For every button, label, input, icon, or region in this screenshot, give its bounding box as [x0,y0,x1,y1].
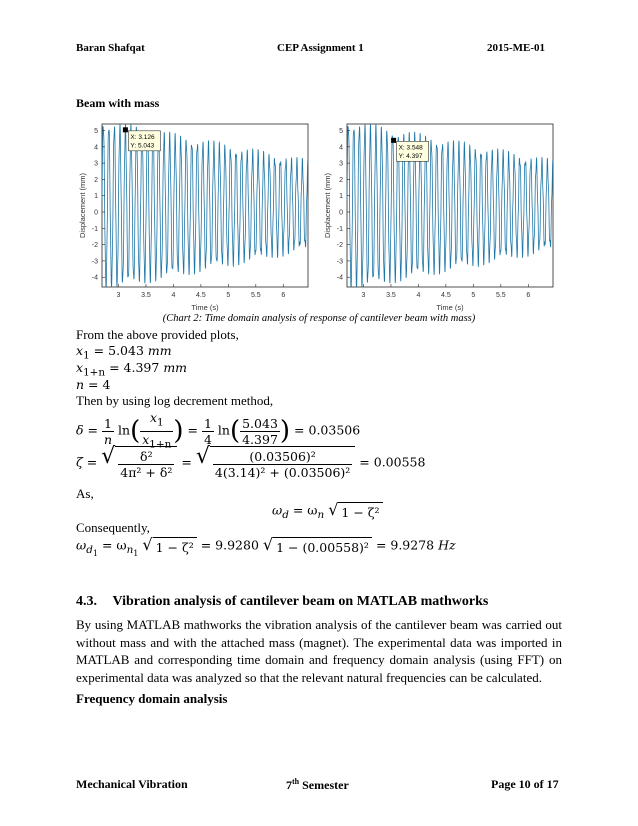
body-paragraph [76,616,562,686]
delta-symbol: δ = [76,422,98,438]
y-axis-label: Displacement (mm) [323,172,332,239]
y-tick-label: 5 [339,128,343,136]
y-tick-label: -1 [336,225,343,233]
ln-label-2: ln [217,422,230,438]
value-ratio-num: 5.043 [242,415,278,431]
delta-coef2-fraction [202,416,214,447]
delta-coef2-num: 1 [203,415,212,431]
x-tick-label: 5 [226,292,231,299]
wd-rhs-subscript: n [317,509,325,521]
wd1-value: = 9.9280 [200,537,259,553]
x-tick-label: 3.5 [386,292,396,299]
wd1-sqrt2: 1 − (0.00558)² [273,537,372,555]
chart-right [321,120,559,315]
zeta-num2: (0.03506)² [213,449,352,465]
y-tick-label: 2 [339,176,343,184]
wd1-omega: ω [76,537,87,553]
wd-omega: ω [272,502,283,518]
wd1-result: = 9.9278 [375,537,435,553]
chart-caption: (Chart 2: Time domain analysis of response of cantilever beam with mass) [162,313,476,324]
x-tick-label: 4 [171,292,176,299]
x1-subscript: 1 [83,349,90,362]
equation-n [76,377,110,392]
x1n-subscript: 1+n [83,366,106,379]
footer-semester: 7th Semester [286,777,349,792]
header-title: CEP Assignment 1 [277,42,364,54]
y-tick-label: 4 [339,144,343,152]
value-ratio-den: 4.397 [242,431,278,447]
x-tick-label: 3 [361,292,366,299]
zeta-symbol: ζ = [76,454,98,470]
x-tick-label: 6 [281,292,286,299]
paragraph-line: By using MATLAB mathworks the vibration analysis of the cantilever beam was carried out [76,617,562,632]
n-symbol: n [76,377,85,392]
datatip-y-label: Y: 5.043 [130,142,155,150]
x-tick-label: 4.5 [196,292,206,299]
equation-wd: $\omega_d = \omega_n$ √ 1 − ζ² [272,502,383,521]
y-tick-label: 3 [94,160,98,168]
x1-symbol: x [76,343,84,358]
y-tick-label: -4 [91,274,98,282]
subheading: Frequency domain analysis [76,691,228,706]
x1n-value: = 4.397 [109,360,160,375]
zeta-equals: = [181,454,192,470]
as-text: As, [76,486,94,501]
ratio-num-sub: 1 [157,416,164,429]
x-tick-label: 4 [416,292,421,299]
x1n-symbol: x [76,360,84,375]
delta-coef-num: 1 [102,416,114,432]
equation-x1 [76,343,172,362]
chart-left [76,120,314,315]
y-tick-label: -2 [336,242,343,250]
section-title: Vibration analysis of cantilever beam on MATLAB mathworks [112,594,489,609]
section-heading [76,594,488,610]
n-value: = 4 [88,377,111,392]
equation-zeta [76,446,425,480]
ratio-den-sub: 1+n [149,438,172,450]
zeta-result: = 0.00558 [359,454,426,470]
datatip-x-label: X: 3.126 [130,133,155,141]
x-tick-label: 6 [526,292,531,299]
datatip-marker[interactable] [391,138,396,143]
wd1-sqrt: 1 − ζ² [153,537,197,555]
x-tick-label: 5.5 [250,292,261,299]
zeta-sqrt-1: √ $\frac{\text{δ²}}{\text{4π² + δ²}}$ [101,446,177,480]
y-tick-label: -1 [91,225,98,233]
equation-wd1: $\omega_{d_1} = \omega_{n_1}$ √ 1 − ζ² = 9.9280 √ 1 − (0.00558)² = 9.9278 Hz [76,535,456,559]
paragraph-line: MATLAB and corresponding time domain and frequency domain analysis (using FFT) on [76,652,562,667]
datatip-x-label: X: 3.548 [398,144,423,152]
y-tick-label: -3 [336,258,343,266]
x1-unit: mm [147,343,172,358]
header-author: Baran Shafqat [76,42,145,54]
delta-coef2-den: 4 [203,431,212,447]
x-tick-label: 5.5 [495,292,506,299]
footer-page: Page 10 of 17 [491,777,559,791]
y-tick-label: 1 [339,193,343,201]
y-tick-label: 5 [94,128,98,136]
y-tick-label: 0 [339,209,343,217]
zeta-num: δ² [118,449,174,465]
x-tick-label: 3.5 [141,292,151,299]
y-tick-label: -4 [336,274,343,282]
x-axis-label: Time (s) [436,303,464,312]
ratio-den-x: x [142,431,150,447]
section-label: Beam with mass [76,96,160,110]
datatip-marker[interactable] [123,127,128,132]
equation-x1n [76,360,187,379]
y-tick-label: 0 [94,209,98,217]
section-number: 4.3. [76,594,97,609]
ratio-num-x: x [149,410,157,425]
delta-coef-den: n [103,431,113,447]
zeta-den: 4π² + δ² [120,465,173,480]
paragraph-line: experimental data was analyzed so that the relevant natural frequencies can be calculated. [76,669,542,685]
y-axis-label: Displacement (mm) [78,172,87,239]
wd1-unit: Hz [438,537,456,553]
wd-sqrt: 1 − ζ² [338,502,382,520]
y-tick-label: 3 [339,160,343,168]
delta-coef-fraction [102,416,114,447]
value-ratio-fraction [240,416,280,447]
y-tick-label: -2 [91,242,98,250]
x1n-unit: mm [163,360,188,375]
intro-text: From the above provided plots, [76,327,239,342]
x-tick-label: 3 [116,292,121,299]
wd-rhs-omega: = ω [292,502,318,518]
datatip-y-label: Y: 4.397 [398,152,423,160]
y-tick-label: 4 [94,144,98,152]
consequently-text: Consequently, [76,520,150,535]
header-id: 2015-ME-01 [487,42,546,54]
x-tick-label: 4.5 [441,292,451,299]
zeta-den2: 4(3.14)² + (0.03506)² [214,465,351,480]
y-tick-label: 2 [94,176,98,184]
footer-course: Mechanical Vibration [76,777,188,791]
delta-result: = 0.03506 [294,422,361,438]
x1-value: = 5.043 [93,343,144,358]
y-tick-label: -3 [91,258,98,266]
method-text: Then by using log decrement method, [76,393,274,408]
ln-label-1: ln [118,422,131,438]
delta-equals: = [187,422,198,438]
wd-subscript: d [282,509,289,521]
zeta-sqrt-2: √ $\frac{\text{(0.03506)²}}{\text{4(3.14)² + (0.03506)²}}$ [196,446,355,480]
paragraph-line: without mass and with the attached mass (magnet). The experimental data was imported in [76,634,562,650]
y-tick-label: 1 [94,193,98,201]
equation-delta: δ = $\frac{1}{n}$ ln( $\frac{x_1}{x_{1+n}}$ ) = $\frac{1}{4}$ ln( $\frac{5.043}{4.397}$ ) = 0.03506 [76,410,361,450]
x-tick-label: 5 [471,292,476,299]
wd1-rhs-omega: = ω [101,537,127,553]
x-axis-label: Time (s) [191,303,219,312]
